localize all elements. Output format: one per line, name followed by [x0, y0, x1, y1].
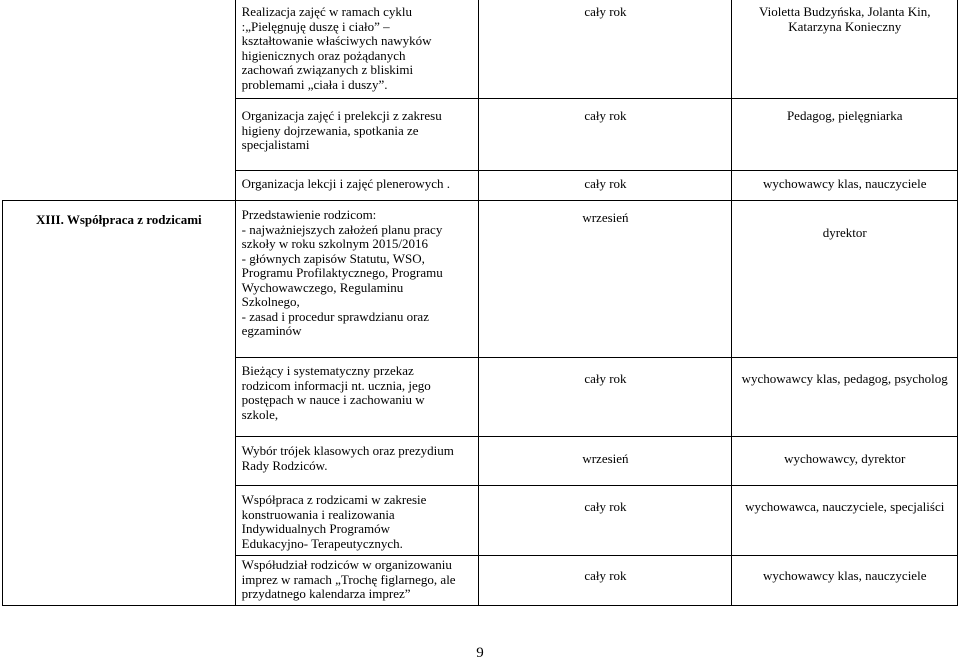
term-cell: wrzesień	[479, 201, 732, 358]
responsible-cell: Violetta Budzyńska, Jolanta Kin, Katarzyna Konieczny	[732, 0, 958, 99]
table-row	[3, 0, 958, 99]
page-number: 9	[476, 645, 484, 661]
term-cell: cały rok	[479, 486, 732, 556]
task-cell: Przedstawienie rodzicom: - najważniejszych założeń planu pracy szkoły w roku szkolnym 2015/2016 - głównych zapisów Statutu, WSO, Programu Profilaktycznego, Programu Wychowawczego, Regulaminu Szkolnego, - zasad i procedur sprawdzianu oraz egzaminów	[235, 201, 479, 358]
responsible-cell: wychowawcy klas, pedagog, psycholog	[732, 358, 958, 437]
responsible-cell: wychowawcy, dyrektor	[732, 437, 958, 486]
task-cell: Współpraca z rodzicami w zakresie konstruowania i realizowania Indywidualnych Programów Edukacyjno- Terapeutycznych.	[235, 486, 479, 556]
task-cell: Wybór trójek klasowych oraz prezydium Rady Rodziców.	[235, 437, 479, 486]
task-cell: Realizacja zajęć w ramach cyklu :„Pielęgnuję duszę i ciało” – kształtowanie właściwych nawyków higienicznych oraz pożądanych zachowań związanych z bliskimi problemami „ciała i duszy”.	[235, 0, 479, 99]
term-cell: cały rok	[479, 0, 732, 99]
responsible-cell: wychowawcy klas, nauczyciele	[732, 171, 958, 201]
area-cell	[3, 0, 236, 201]
responsible-cell: wychowawca, nauczyciele, specjaliści	[732, 486, 958, 556]
term-cell: cały rok	[479, 358, 732, 437]
term-cell: cały rok	[479, 171, 732, 201]
task-cell: Organizacja lekcji i zajęć plenerowych .	[235, 171, 479, 201]
term-cell: cały rok	[479, 99, 732, 171]
task-cell: Organizacja zajęć i prelekcji z zakresu higieny dojrzewania, spotkania ze specjalistami	[235, 99, 479, 171]
area-cell: XIII. Współpraca z rodzicami	[3, 201, 236, 606]
term-cell: wrzesień	[479, 437, 732, 486]
table-row	[3, 201, 958, 358]
task-cell: Bieżący i systematyczny przekaz rodzicom informacji nt. ucznia, jego postępach w nauce i zachowaniu w szkole,	[235, 358, 479, 437]
task-cell: Współudział rodziców w organizowaniu imprez w ramach „Trochę figlarnego, ale przydatnego kalendarza imprez”	[235, 556, 479, 606]
responsible-cell: wychowawcy klas, nauczyciele	[732, 556, 958, 606]
plan-table	[2, 0, 958, 606]
responsible-cell: Pedagog, pielęgniarka	[732, 99, 958, 171]
responsible-cell: dyrektor	[732, 201, 958, 358]
term-cell: cały rok	[479, 556, 732, 606]
